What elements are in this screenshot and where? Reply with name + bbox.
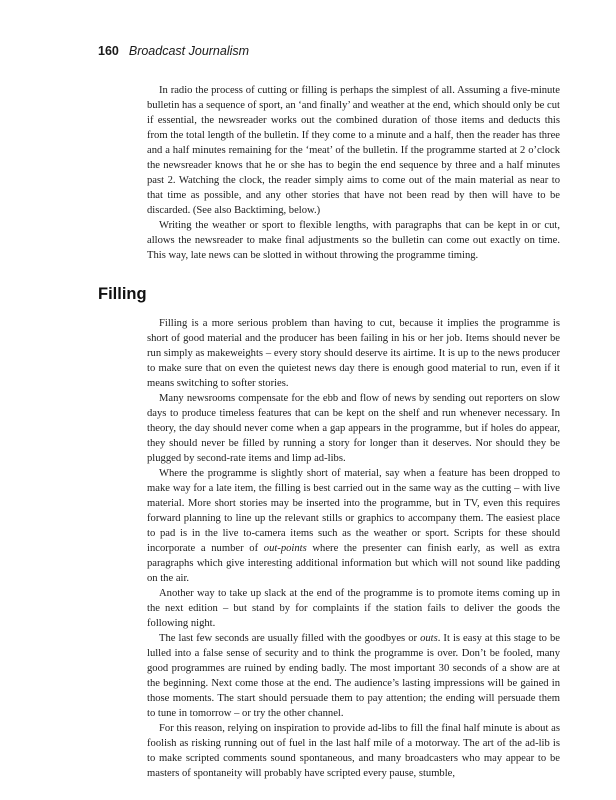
text-run: . It is easy at this stage to be lulled into a false sense of security and to think the programme is over. Don’t be fooled, many good programmes are ruined by ending badly. The most important 30 seconds of a show are at the beginning. Next come those at the end. The audience’s lasting impressions will be gained in those moments. The start should persuade them to pay attention; the ending will persuade them to tune in tomorrow – or try the other channel. [147, 633, 560, 719]
emphasis: outs [420, 633, 438, 644]
paragraph [147, 466, 560, 586]
emphasis: out-points [263, 543, 307, 554]
paragraph: In radio the process of cutting or filling is perhaps the simplest of all. Assuming a five-minute bulletin has a sequence of sport, an ‘and finally’ and weather at the end, which should only be cut if essential, the newsreader works out the combined duration of those items and deducts this from the total length of the bulletin. If they come to a minute and a half, then the reader has three and a half minutes remaining for the ‘meat’ of the bulletin. If the programme started at 2 o’clock the newsreader knows that he or she has to begin the end sequence by three and a half minutes past 2. Watching the clock, the reader simply aims to come out of the main material as near to that time as possible, and any other stories that have not been read by then will have to be discarded. (See also Backtiming, below.) [147, 85, 560, 216]
paragraph: For this reason, relying on inspiration to provide ad-libs to fill the final half minute is about as foolish as risking running out of fuel in the last half mile of a motorway. The art of the ad-lib is to make scripted comments sound spontaneous, and many broadcasters who may appear to be masters of spontaneity will probably have scripted every pause, stumble, [147, 723, 560, 779]
running-head [98, 44, 249, 58]
filling-text-block [147, 316, 560, 781]
text-run: Where the programme is slightly short of material, say when a feature has been dropped to make way for a late item, the filling is best carried out in the same way as the cutting – with live material. More short stories may be inserted into the programme, but in TV, even this requires forward planning to line up the relevant stills or graphics to accompany them. The easiest place to pad is in the live to-camera items such as the weather or sport. Scripts for these should incorporate a number of [147, 468, 560, 554]
section-heading: Filling [98, 285, 147, 303]
text-run: where the presenter can finish early, as well as extra paragraphs which give interesting additional information but which will not sound like padding on the air. [147, 543, 560, 584]
paragraph [147, 631, 560, 721]
paragraph: Filling is a more serious problem than having to cut, because it implies the programme is short of good material and the producer has been failing in his or her job. Items should never be run simply as makeweights – every story should deserve its airtime. It is up to the news producer to make sure that on even the quietest news day there is enough good material to run, even if it means switching to softer stories. [147, 318, 560, 389]
intro-text-block [147, 83, 560, 263]
paragraph: Writing the weather or sport to flexible lengths, with paragraphs that can be kept in or cut, allows the newsreader to make final adjustments so the bulletin can come out exactly on time. This way, late news can be slotted in without throwing the programme timing. [147, 220, 560, 261]
book-title: Broadcast Journalism [128, 44, 250, 58]
paragraph: Many newsrooms compensate for the ebb and flow of news by sending out reporters on slow days to produce timeless features that can be kept on the shelf and run whenever necessary. In theory, the day should never come when a gap appears in the programme, but if holes do appear, they should never be filled by running a story for longer than it deserves. Nor should they be plugged by second-rate items and limp ad-libs. [147, 393, 560, 464]
text-run: The last few seconds are usually filled with the goodbyes or [159, 633, 421, 644]
page-number: 160 [98, 44, 119, 58]
paragraph: Another way to take up slack at the end of the programme is to promote items coming up in the next edition – but stand by for complaints if the station fails to deliver the goods the following night. [147, 588, 560, 629]
